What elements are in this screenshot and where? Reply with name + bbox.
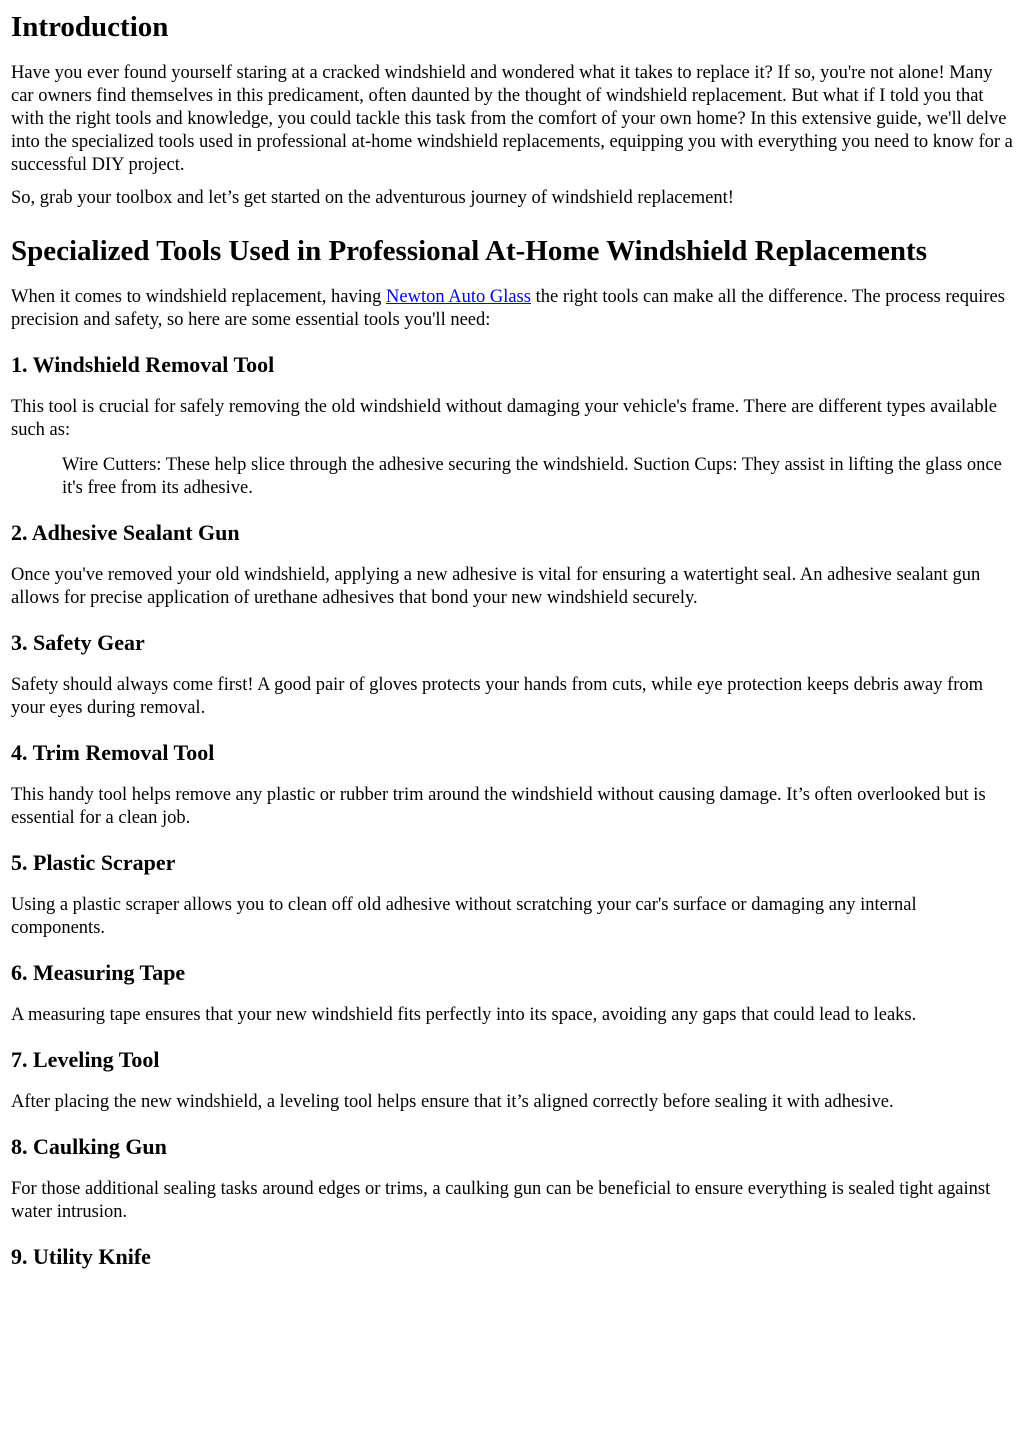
section-heading-9: 9. Utility Knife (11, 1244, 151, 1269)
section-body-8: For those additional sealing tasks around edges or trims, a caulking gun can be beneficial to ensure everything is sealed tight against water intrusion. (11, 1179, 991, 1222)
section-body-7: After placing the new windshield, a leveling tool helps ensure that it’s aligned correctly before sealing it with adhesive. (11, 1092, 894, 1112)
section-heading-3: 3. Safety Gear (11, 630, 145, 655)
section-heading-4: 4. Trim Removal Tool (11, 740, 215, 765)
section-body-1: This tool is crucial for safely removing the old windshield without damaging your vehicle's frame. There are different types available such as: (11, 397, 997, 440)
section-quote-1: Wire Cutters: These help slice through the adhesive securing the windshield. Suction Cups: They assist in lifting the glass once it's free from its adhesive. (62, 455, 1002, 498)
tools-intro-text-before: When it comes to windshield replacement, having (11, 287, 387, 307)
newton-auto-glass-link[interactable]: Newton Auto Glass (386, 287, 531, 307)
intro-heading: Introduction (11, 11, 169, 43)
section-heading-2: 2. Adhesive Sealant Gun (11, 520, 240, 545)
tools-intro-text-after: the right tools can make all the difference. The process requires precision and safety, so here are some essential tools you'll need: (11, 287, 1005, 330)
section-body-5: Using a plastic scraper allows you to clean off old adhesive without scratching your car's surface or damaging any internal components. (11, 895, 917, 938)
section-heading-7: 7. Leveling Tool (11, 1047, 160, 1072)
section-heading-1: 1. Windshield Removal Tool (11, 352, 275, 377)
section-heading-5: 5. Plastic Scraper (11, 850, 176, 875)
section-body-2: Once you've removed your old windshield, applying a new adhesive is vital for ensuring a watertight seal. An adhesive sealant gun allows for precise application of urethane adhesives that bond your new windshield securely. (11, 565, 981, 608)
section-heading-6: 6. Measuring Tape (11, 960, 186, 985)
intro-paragraph-2: So, grab your toolbox and let’s get started on the adventurous journey of windshield replacement! (11, 188, 734, 208)
section-body-6: A measuring tape ensures that your new windshield fits perfectly into its space, avoiding any gaps that could lead to leaks. (11, 1005, 917, 1025)
tools-intro-paragraph (11, 286, 1014, 332)
tools-heading: Specialized Tools Used in Professional At-Home Windshield Replacements (11, 235, 927, 267)
section-heading-8: 8. Caulking Gun (11, 1134, 167, 1159)
article (0, 10, 1024, 1270)
intro-paragraph-1: Have you ever found yourself staring at a cracked windshield and wondered what it takes to replace it? If so, you're not alone! Many car owners find themselves in this predicament, often daunted by the thought of windshield replacement. But what if I told you that with the right tools and knowledge, you could tackle this task from the comfort of your own home? In this extensive guide, we'll delve into the specialized tools used in professional at-home windshield replacements, equipping you with everything you need to know for a successful DIY project. (11, 63, 1013, 175)
section-body-4: This handy tool helps remove any plastic or rubber trim around the windshield without causing damage. It’s often overlooked but is essential for a clean job. (11, 785, 986, 828)
section-body-3: Safety should always come first! A good pair of gloves protects your hands from cuts, while eye protection keeps debris away from your eyes during removal. (11, 675, 984, 718)
